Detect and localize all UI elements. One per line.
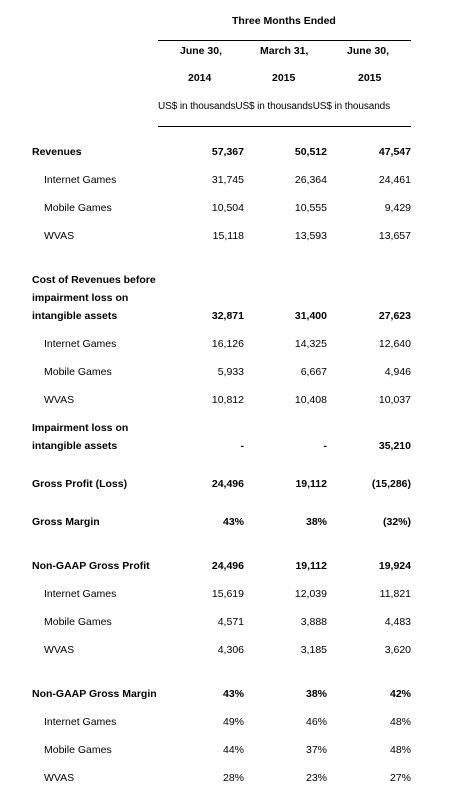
cell-value-col-1: 43% [222,688,244,700]
cell-value-col-2: 38% [305,516,327,528]
cell-value-col-1: 44% [222,744,244,756]
cell-value-col-1: 24,496 [211,478,244,490]
row-label: Impairment loss on [32,422,129,434]
row-label: Mobile Games [44,202,112,214]
table-row [0,772,462,790]
table-row [0,202,462,220]
cell-value-col-1: 4,571 [217,616,244,628]
col-1-year: 2014 [188,72,212,84]
cell-value-col-1: 4,306 [217,644,244,656]
cell-value-col-2: 46% [305,716,327,728]
row-label: Non-GAAP Gross Margin [32,688,157,700]
table-row [0,478,462,496]
cell-value-col-3: 48% [389,744,411,756]
row-label: WVAS [44,394,75,406]
cell-value-col-3: (15,286) [371,478,411,490]
cell-value-col-3: 3,620 [384,644,411,656]
row-label: Internet Games [44,716,117,728]
row-label: Internet Games [44,338,117,350]
table-row [0,174,462,192]
col-2-date: March 31, [260,45,309,57]
table-row [0,588,462,606]
cell-value-col-3: 48% [389,716,411,728]
cell-value-col-1: 49% [222,716,244,728]
header-bottom-rule [158,126,411,127]
cell-value-col-1: 31,745 [211,174,244,186]
col-3-unit: US$ in thousands [312,101,391,112]
cell-value-col-2: 13,593 [294,230,327,242]
col-3-date: June 30, [347,45,390,57]
cell-value-col-1: 10,812 [211,394,244,406]
cell-value-col-3: 42% [389,688,411,700]
col-3-year: 2015 [358,72,382,84]
cell-value-col-3: 12,640 [378,338,411,350]
cell-value-col-1: - [240,440,244,452]
row-label: Mobile Games [44,366,112,378]
table-row [0,744,462,762]
period-title: Three Months Ended [232,15,336,27]
cell-value-col-1: 28% [222,772,244,784]
cell-value-col-3: (32%) [382,516,411,528]
row-label: Revenues [32,146,82,158]
cell-value-col-1: 15,619 [211,588,244,600]
units-row [158,101,390,112]
cell-value-col-1: 24,496 [211,560,244,572]
row-label: intangible assets [32,310,118,322]
row-label: Mobile Games [44,616,112,628]
cell-value-col-2: 14,325 [294,338,327,350]
cell-value-col-2: 23% [305,772,327,784]
cell-value-col-2: 19,112 [295,478,327,490]
cell-value-col-2: 3,888 [300,616,327,628]
cell-value-col-3: 11,821 [379,588,411,600]
cell-value-col-2: 10,555 [294,202,327,214]
row-label: WVAS [44,772,75,784]
cell-value-col-2: 38% [305,688,327,700]
table-row [0,394,462,412]
cell-value-col-3: 19,924 [378,560,411,572]
cell-value-col-3: 4,483 [384,616,411,628]
cell-value-col-3: 27,623 [378,310,411,322]
table-row [0,716,462,734]
table-row [0,274,462,328]
cell-value-col-1: 43% [222,516,244,528]
cell-value-col-3: 47,547 [378,146,411,158]
cell-value-col-1: 10,504 [211,202,244,214]
cell-value-col-1: 16,126 [211,338,244,350]
row-label: Gross Margin [32,516,100,528]
table-row [0,688,462,706]
table-row [0,644,462,662]
row-label: WVAS [44,230,75,242]
row-label: Cost of Revenues before [32,274,156,286]
cell-value-col-3: 35,210 [378,440,411,452]
table-row [0,616,462,634]
row-label: intangible assets [32,440,118,452]
cell-value-col-1: 57,367 [211,146,244,158]
cell-value-col-2: 31,400 [294,310,327,322]
row-label: WVAS [44,644,75,656]
cell-value-col-2: 37% [305,744,327,756]
cell-value-col-1: 15,118 [212,230,244,242]
cell-value-col-2: - [323,440,327,452]
col-2-year: 2015 [272,72,296,84]
cell-value-col-3: 9,429 [384,202,411,214]
row-label: Gross Profit (Loss) [32,478,128,490]
cell-value-col-2: 19,112 [295,560,327,572]
cell-value-col-3: 13,657 [378,230,411,242]
cell-value-col-3: 4,946 [384,366,411,378]
table-row [0,516,462,534]
col-2-unit: US$ in thousands [235,101,313,112]
col-1-unit: US$ in thousands [158,101,236,112]
cell-value-col-1: 5,933 [217,366,244,378]
cell-value-col-3: 27% [389,772,411,784]
cell-value-col-3: 24,461 [378,174,411,186]
cell-value-col-2: 26,364 [294,174,327,186]
table-row [0,422,462,458]
cell-value-col-2: 12,039 [294,588,327,600]
cell-value-col-2: 50,512 [294,146,327,158]
table-row [0,366,462,384]
header-top-rule [158,40,411,41]
cell-value-col-3: 10,037 [378,394,411,406]
table-row [0,146,462,164]
row-label: Non-GAAP Gross Profit [32,560,150,572]
cell-value-col-2: 6,667 [300,366,327,378]
row-label: Internet Games [44,588,117,600]
cell-value-col-1: 32,871 [211,310,244,322]
table-row [0,230,462,248]
col-1-date: June 30, [180,45,223,57]
table-row [0,338,462,356]
row-label: Mobile Games [44,744,112,756]
table-row [0,560,462,578]
cell-value-col-2: 3,185 [300,644,327,656]
row-label: Internet Games [44,174,117,186]
row-label: impairment loss on [32,292,129,304]
cell-value-col-2: 10,408 [294,394,327,406]
